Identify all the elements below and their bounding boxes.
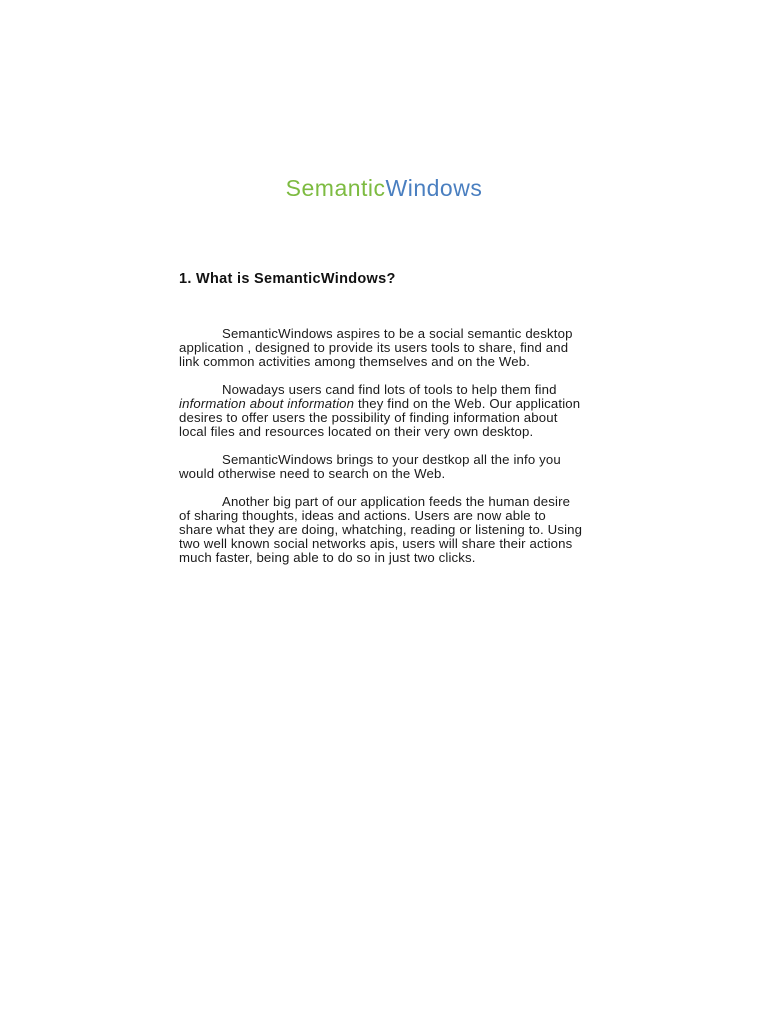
paragraph-3: SemanticWindows brings to your destkop all the info you would otherwise need to search on the Web. bbox=[179, 452, 561, 481]
paragraph-2-rest: they find on the Web. Our application desires to offer users the possibility of finding information about local files and resources located on their very own desktop. bbox=[179, 396, 581, 439]
paragraph-1: SemanticWindows aspires to be a social semantic desktop application , designed to provide its users tools to share, find and link common activities among themselves and on the Web. bbox=[179, 326, 573, 369]
section-body bbox=[179, 327, 583, 579]
paragraph-2-lead: Nowadays users cand find lots of tools to help them find bbox=[222, 382, 557, 397]
section-heading: 1. What is SemanticWindows? bbox=[179, 271, 396, 287]
paragraph-2-emphasis: information about information bbox=[179, 396, 355, 411]
title-part-windows: Windows bbox=[385, 175, 483, 201]
paragraph-2 bbox=[179, 383, 583, 439]
paragraph-4: Another big part of our application feeds the human desire of sharing thoughts, ideas and actions. Users are now able to share what they are doing, whatching, reading or listening to. Using two well known social networks apis, users will share their actions much faster, being able to do so in just two clicks. bbox=[179, 494, 583, 565]
document-title bbox=[0, 175, 768, 202]
title-part-semantic: Semantic bbox=[285, 175, 386, 201]
